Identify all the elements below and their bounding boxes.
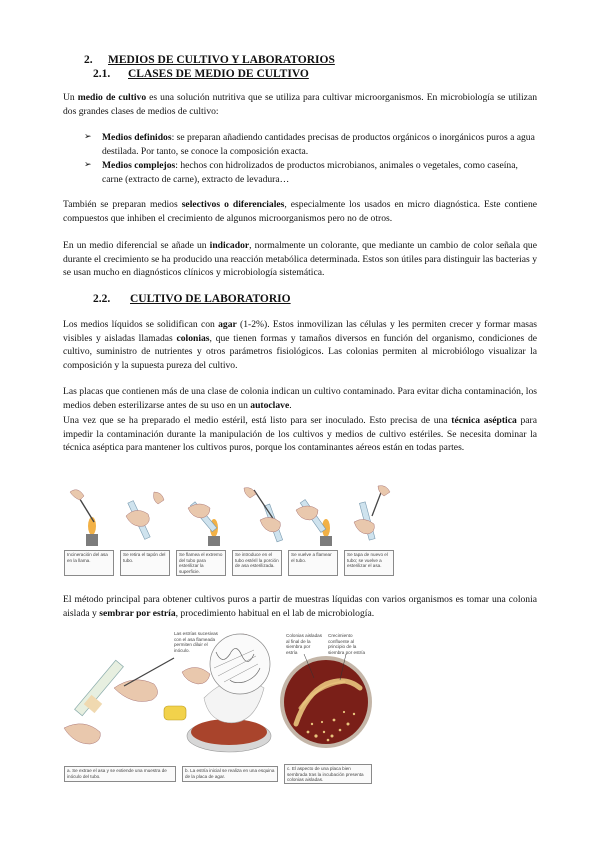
bold-term: autoclave — [250, 399, 290, 411]
bold-term: técnica aséptica — [451, 415, 517, 426]
aseptic-technique-figure — [64, 486, 394, 578]
step-3-illustration — [188, 502, 220, 546]
arrow-bullet-icon: ➢ — [84, 132, 92, 142]
subsection-heading-2 — [93, 293, 291, 305]
streak-plate-figure — [64, 628, 374, 788]
text-run: : se preparan añadiendo cantidades precisas de productos orgánicos o inorgánicos puros a agua destilada. Por tanto, se conoce la composición exacta. — [102, 132, 535, 157]
subsection-number-1: 2.1. — [93, 68, 111, 80]
step-caption: Se flamea el extremo del tubo para esterilizar la superficie. — [176, 550, 226, 576]
streak-paragraph — [63, 593, 537, 620]
step-6-illustration — [354, 486, 390, 540]
step-2-illustration — [126, 492, 164, 539]
text-run: (1-2%). Estos inmovilizan las células y les permiten crecer y formar masas visibles y aisladas llamadas — [63, 319, 537, 344]
text-run: El método principal para obtener cultivos puros a partir de muestras líquidas con varios organismos es tomar una colonia aislada y — [63, 594, 537, 619]
list-item — [84, 131, 537, 158]
text-run: En un medio diferencial se añade un — [63, 240, 210, 251]
section-heading — [84, 54, 335, 66]
text-run: , normalmente un colorante, que mediante un cambio de color señala que durante el crecimiento se ha producido una reacción metabólica determinada. Estos son útiles para distinguir las bacterias y se usan mucho en diagnósticos clínicos y microbiología sistemática. — [63, 240, 537, 279]
text-run: . — [289, 399, 292, 411]
list-item — [84, 159, 537, 186]
intro-paragraph — [63, 91, 537, 118]
text-run: Los medios líquidos se solidifican con — [63, 319, 219, 330]
bold-term: medio de cultivo — [77, 92, 147, 103]
step-caption: Se tapa de nuevo el tubo; se vuelve a esterilizar el asa. — [344, 550, 394, 576]
step-4-illustration — [244, 488, 283, 542]
text-run: Las placas que contienen más de una clase de colonia indican un cultivo contaminado. Para evitar dicha contaminación, los medios deben esterilizarse antes de su uso en un — [63, 386, 537, 411]
text-run: , procedimiento habitual en el lab de microbiología. — [175, 607, 375, 619]
subsection-title-1: CLASES DE MEDIO DE CULTIVO — [128, 68, 309, 80]
text-run: es una solución nutritiva que se utiliza para cultivar microorganismos. En microbiología se utilizan dos grandes clases de medios de cultivo: — [63, 92, 537, 117]
text-run: , que tienen formas y tamaños diversos en función del organismo, condiciones de cultivo, suministro de nutrientes y otros parámetros fisiológicos. Las colonias permiten al microbiólogo visualizar la composición y la supuesta pureza del cultivo. — [63, 332, 537, 371]
text-run: , especialmente los usados en micro diagnóstica. Este contiene compuestos que inhiben el crecimiento de algunos microorganismos pero no de otros. — [63, 199, 537, 224]
agar-paragraph — [63, 318, 537, 372]
aseptic-steps-illustration — [64, 486, 394, 548]
figure2-caption-top: Las estrías sucesivas con el asa flameada permiten diluir el inóculo. — [174, 631, 218, 653]
step-caption: Se vuelve a flamear el tubo. — [288, 550, 338, 576]
section-title: MEDIOS DE CULTIVO Y LABORATORIOS — [108, 54, 335, 66]
arrow-bullet-icon: ➢ — [84, 160, 92, 170]
section-number: 2. — [84, 54, 93, 66]
subsection-number-2: 2.2. — [93, 293, 111, 305]
step-1-illustration — [70, 490, 98, 546]
bold-term: sembrar por estría — [99, 607, 176, 619]
bold-term: indicador — [209, 240, 250, 251]
bold-term: Medios definidos — [102, 132, 172, 143]
step-5-illustration — [296, 500, 332, 546]
step-caption: Se retira el tapón del tubo. — [120, 550, 170, 576]
figure2-caption-a: a. Se extrae el asa y se extiende una muestra de inóculo del tubo. — [64, 766, 176, 782]
figure2-label-isolated: Colonias aisladas al final de la siembra por estría — [286, 633, 323, 655]
step-caption: Incineración del asa en la llama. — [64, 550, 114, 576]
aseptic-paragraph — [63, 414, 537, 455]
figure2-caption-b: b. La estría inicial se realiza en una esquina de la placa de agar. — [182, 766, 278, 782]
text-run: También se preparan medios — [63, 199, 182, 210]
selective-paragraph — [63, 198, 537, 225]
text-run: Una vez que se ha preparado el medio estéril, está listo para ser inoculado. Esto precisa de una — [63, 415, 452, 426]
plates-paragraph — [63, 385, 537, 412]
bold-term: Medios complejos — [102, 160, 176, 171]
text-run: Un — [63, 92, 78, 103]
text-run: : hechos con hidrolizados de productos microbianos, animales o vegetales, como caseína, carne (extracto de carne), extracto de levadura… — [102, 160, 518, 185]
bold-term: selectivos o diferenciales — [181, 199, 285, 210]
bold-term: agar — [218, 319, 237, 330]
step-caption: Se introduce en el tubo estéril la porción de asa esterilizada. — [232, 550, 282, 576]
figure2-label-confluent: Crecimiento confluente al principio de la siembra por estría — [328, 633, 366, 655]
figure2-caption-c: c. El aspecto de una placa bien sembrada tras la incubación presenta colonias aisladas. — [284, 764, 372, 784]
subsection-heading-1 — [93, 68, 309, 80]
indicator-paragraph — [63, 239, 537, 280]
subsection-title-2: CULTIVO DE LABORATORIO — [130, 293, 291, 305]
panel-a-tube — [64, 658, 186, 744]
text-run: para impedir la contaminación durante la manipulación de los cultivos y medios de cultivo estériles. Se necesita dominar la técnica aséptica para mantener los cultivos puros, porque los contaminantes aéreos están en todas partes. — [63, 415, 537, 454]
bold-term: colonias — [176, 332, 210, 344]
